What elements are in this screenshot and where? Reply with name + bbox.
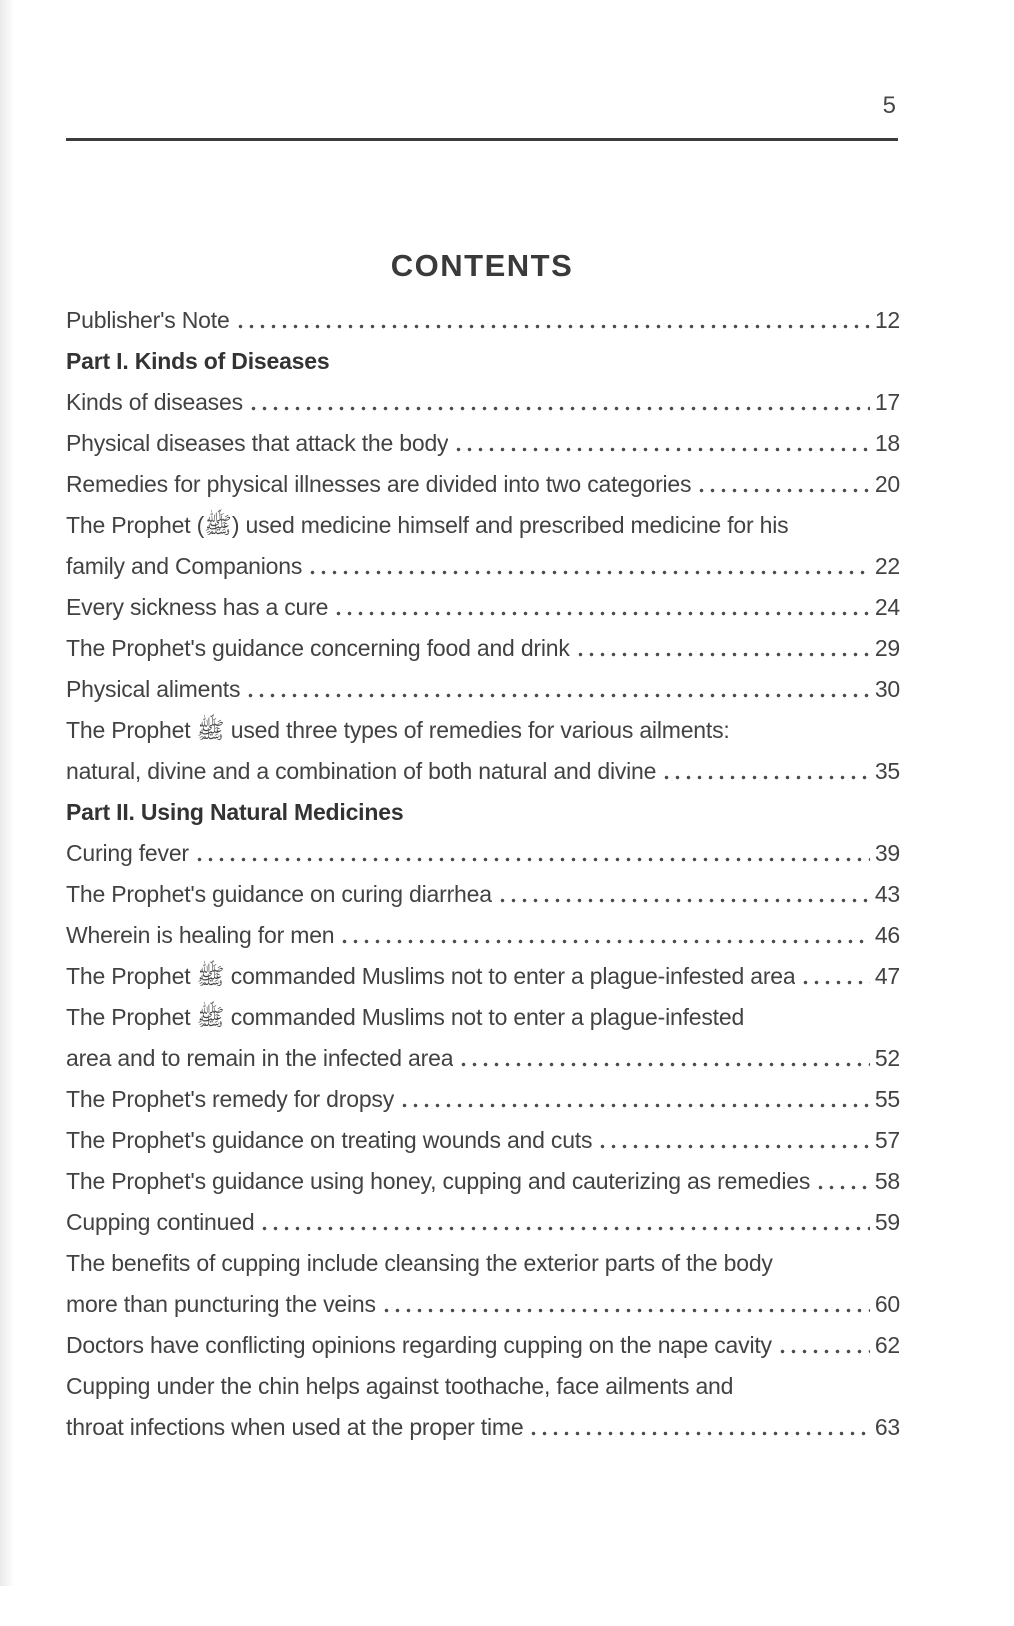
toc-entry [66, 1079, 900, 1120]
toc-entry-text: Every sickness has a cure [66, 594, 329, 620]
toc-entry-page: 63 [874, 1414, 900, 1440]
toc-entry-text: more than puncturing the veins [66, 1291, 376, 1317]
dot-leader [339, 915, 869, 956]
toc-entry-text: Doctors have conflicting opinions regarding cupping on the nape cavity [66, 1332, 772, 1358]
toc-entry-text: Remedies for physical illnesses are divided into two categories [66, 471, 692, 497]
toc-entry-page: 43 [874, 881, 900, 907]
toc-entry-text: The Prophet ﷺ commanded Muslims not to enter a plague-infested area [66, 963, 796, 989]
toc-entry-page: 46 [874, 922, 900, 948]
dot-leader [661, 751, 870, 792]
toc-part-heading: Part II. Using Natural Medicines [66, 799, 404, 825]
toc-entry-line: The Prophet (ﷺ) used medicine himself and prescribed medicine for his [66, 512, 789, 538]
toc-entry-text: The Prophet's guidance on curing diarrhea [66, 881, 492, 907]
toc-entry [66, 956, 900, 997]
toc-entry-page: 35 [874, 758, 900, 784]
toc-entry-text: Wherein is healing for men [66, 922, 335, 948]
contents-title: CONTENTS [390, 248, 574, 283]
page-number: 5 [882, 92, 896, 119]
toc-entry [66, 423, 900, 464]
dot-leader [575, 628, 870, 669]
toc-entry-text: The Prophet's guidance on treating wounds and cuts [66, 1127, 593, 1153]
toc-entry-page: 47 [874, 963, 900, 989]
toc-entry-page: 20 [874, 471, 900, 497]
toc-entry [66, 1038, 900, 1079]
toc-entry [66, 915, 900, 956]
toc-entry-text: The Prophet's guidance using honey, cupping and cauterizing as remedies [66, 1168, 811, 1194]
dot-leader [597, 1120, 870, 1161]
dot-leader [528, 1407, 869, 1448]
toc-entry [66, 546, 900, 587]
toc-entry-page: 58 [874, 1168, 900, 1194]
dot-leader [381, 1284, 870, 1325]
toc-entry-text: area and to remain in the infected area [66, 1045, 454, 1071]
toc-entry [66, 300, 900, 341]
toc-entry-page: 57 [874, 1127, 900, 1153]
dot-leader [235, 300, 870, 341]
scan-edge-artifact [0, 0, 14, 1586]
toc-entry-text: Curing fever [66, 840, 189, 866]
toc-entry-page: 12 [874, 307, 900, 333]
toc-entry [66, 1202, 900, 1243]
dot-leader [194, 833, 870, 874]
toc-entry-text: family and Companions [66, 553, 303, 579]
toc-entry-page: 29 [874, 635, 900, 661]
toc-entry-text: The Prophet's guidance concerning food and drink [66, 635, 570, 661]
dot-leader [399, 1079, 870, 1120]
toc-entry [66, 1120, 900, 1161]
toc-entry-page: 52 [874, 1045, 900, 1071]
toc-entry-page: 55 [874, 1086, 900, 1112]
dot-leader [333, 587, 870, 628]
dot-leader [458, 1038, 870, 1079]
dot-leader [248, 382, 870, 423]
header-rule [66, 138, 898, 141]
toc-entry-text: The Prophet's remedy for dropsy [66, 1086, 395, 1112]
toc-entry-text: Physical diseases that attack the body [66, 430, 449, 456]
dot-leader [696, 464, 869, 505]
toc-entry-page: 24 [874, 594, 900, 620]
toc-entry-page: 59 [874, 1209, 900, 1235]
dot-leader [453, 423, 869, 464]
toc-entry [66, 751, 900, 792]
toc-entry-line: The benefits of cupping include cleansing the exterior parts of the body [66, 1250, 773, 1276]
toc-entry [66, 464, 900, 505]
dot-leader [245, 669, 870, 710]
dot-leader [307, 546, 870, 587]
dot-leader [497, 874, 870, 915]
dot-leader [777, 1325, 870, 1366]
toc-entry-page: 39 [874, 840, 900, 866]
toc-entry-text: Kinds of diseases [66, 389, 243, 415]
toc-entry-page: 17 [874, 389, 900, 415]
dot-leader [800, 956, 869, 997]
toc-part-heading: Part I. Kinds of Diseases [66, 348, 330, 374]
toc-entry-page: 60 [874, 1291, 900, 1317]
dot-leader [259, 1202, 869, 1243]
toc-entry-text: Publisher's Note [66, 307, 230, 333]
toc-entry-line: The Prophet ﷺ commanded Muslims not to enter a plague-infested [66, 1004, 745, 1030]
toc-entry-text: Physical aliments [66, 676, 241, 702]
toc-entry [66, 1407, 900, 1448]
toc-entry [66, 669, 900, 710]
toc-entry-page: 30 [874, 676, 900, 702]
toc-entry [66, 587, 900, 628]
toc-entry [66, 1284, 900, 1325]
toc-entry-text: throat infections when used at the proper time [66, 1414, 524, 1440]
toc-entry-text: natural, divine and a combination of both natural and divine [66, 758, 657, 784]
toc-entry-page: 22 [874, 553, 900, 579]
toc-entry-text: Cupping continued [66, 1209, 255, 1235]
toc-entry [66, 874, 900, 915]
toc-entry-page: 62 [874, 1332, 900, 1358]
toc-entry-line: Cupping under the chin helps against toothache, face ailments and [66, 1373, 734, 1399]
toc-list [66, 300, 900, 1448]
toc-entry [66, 833, 900, 874]
dot-leader [815, 1161, 870, 1202]
toc-entry [66, 1161, 900, 1202]
toc-entry [66, 382, 900, 423]
toc-entry-page: 18 [874, 430, 900, 456]
toc-entry-line: The Prophet ﷺ used three types of remedies for various ailments: [66, 717, 730, 743]
toc-entry [66, 628, 900, 669]
toc-entry [66, 1325, 900, 1366]
